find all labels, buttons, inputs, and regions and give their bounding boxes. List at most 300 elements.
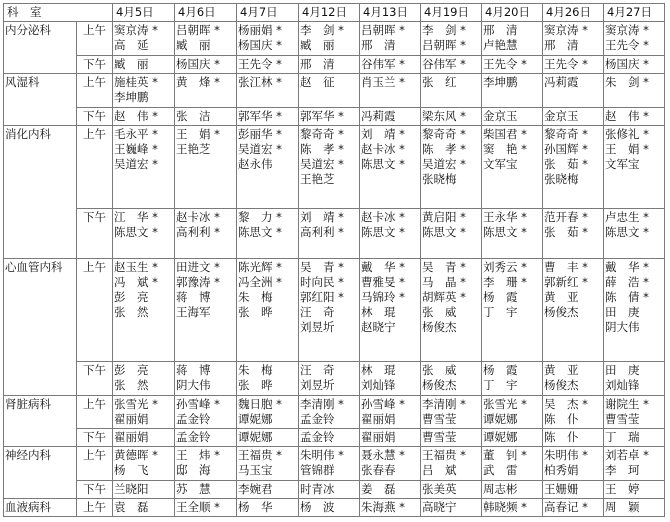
doctor-cell (543, 499, 604, 517)
doctor-name: 张 然 (114, 305, 149, 319)
doctor-name: 赵卡冰 * (176, 210, 220, 224)
doctor-name: 王全顺 * (176, 500, 220, 514)
doctor-name: 黎奇奇 * (422, 127, 466, 141)
doctor-name: 冯莉霞 (361, 109, 396, 123)
doctor-cell (299, 396, 360, 429)
doctor-name: 高利利 * (176, 225, 220, 239)
doctor-name: 朱 剑 * (605, 75, 649, 89)
doctor-name: 阴大伟 (605, 320, 640, 334)
doctor-name: 柏秀娟 (544, 463, 579, 477)
doctor-name: 杨 波 (300, 500, 335, 514)
doctor-cell (299, 56, 360, 74)
doctor-name: 孟金铃 (300, 412, 335, 426)
doctor-name: 杨俊杰 (422, 320, 457, 334)
doctor-name: 文军宝 (483, 157, 518, 171)
session-period: 下午 (77, 481, 113, 499)
doctor-cell (421, 499, 482, 517)
doctor-name: 吕朝晖 * (422, 38, 466, 52)
doctor-name: 张春春 (361, 463, 396, 477)
doctor-name: 时青冰 (300, 482, 335, 496)
doctor-cell (360, 499, 421, 517)
date-column-header: 4月5日 (113, 4, 175, 22)
doctor-name: 谷伟军 * (361, 57, 405, 71)
doctor-cell (421, 22, 482, 56)
session-period: 上午 (77, 447, 113, 481)
doctor-name: 林 琨 (361, 305, 396, 319)
doctor-name: 武 雷 (483, 463, 518, 477)
doctor-cell (299, 447, 360, 481)
doctor-name: 董 钊 * (483, 448, 527, 462)
schedule-row (4, 259, 665, 362)
doctor-name: 王 婷 (605, 482, 640, 496)
doctor-name: 谭妮娜 (483, 430, 518, 444)
doctor-cell (482, 74, 543, 108)
doctor-cell (482, 447, 543, 481)
doctor-cell (482, 481, 543, 499)
doctor-name: 张 茹 * (544, 157, 588, 171)
doctor-name: 蒋 博 (176, 290, 211, 304)
session-period: 上午 (77, 126, 113, 209)
doctor-name: 田 庚 (605, 305, 640, 319)
doctor-name: 赵卡冰 * (361, 210, 405, 224)
doctor-name: 吴道宏 * (300, 157, 344, 171)
session-period: 下午 (77, 108, 113, 126)
doctor-name: 孟金铃 (300, 430, 335, 444)
doctor-cell (175, 429, 237, 447)
doctor-cell (421, 362, 482, 396)
doctor-name: 邢 清 (483, 23, 518, 37)
doctor-name: 李 珊 * (483, 275, 527, 289)
doctor-cell (175, 22, 237, 56)
doctor-name: 曹雪莹 (422, 412, 457, 426)
doctor-name: 窦 艳 * (483, 142, 527, 156)
doctor-name: 王先令 * (544, 57, 588, 71)
doctor-name: 张美英 (422, 482, 457, 496)
doctor-cell (421, 481, 482, 499)
doctor-cell (299, 108, 360, 126)
doctor-name: 戴 华 * (361, 260, 405, 274)
doctor-name: 阴大伟 (176, 378, 211, 392)
doctor-name: 李清刚 * (422, 397, 466, 411)
doctor-name: 王艳芝 (176, 142, 211, 156)
doctor-cell (543, 481, 604, 499)
doctor-cell (543, 396, 604, 429)
doctor-name: 翟丽娟 (114, 412, 149, 426)
doctor-name: 赵永伟 (238, 157, 273, 171)
doctor-cell (482, 108, 543, 126)
doctor-cell (237, 74, 299, 108)
doctor-name: 黄 烽 * (176, 75, 220, 89)
doctor-name: 肖玉兰 * (361, 75, 405, 89)
doctor-cell (604, 447, 665, 481)
doctor-name: 杨丽娟 * (238, 23, 282, 37)
doctor-cell (421, 108, 482, 126)
doctor-cell (543, 429, 604, 447)
doctor-name: 陈思文 * (361, 225, 405, 239)
doctor-name: 张修礼 * (605, 127, 649, 141)
doctor-cell (604, 429, 665, 447)
doctor-name: 黄德晖 * (114, 448, 158, 462)
date-column-header: 4月6日 (175, 4, 237, 22)
doctor-name: 丁 宇 (483, 378, 518, 392)
doctor-name: 李 剑 * (422, 23, 466, 37)
doctor-name: 薛 浩 * (605, 275, 649, 289)
doctor-cell (421, 74, 482, 108)
doctor-cell (113, 259, 175, 362)
doctor-name: 张 洁 (176, 109, 211, 123)
doctor-cell (360, 209, 421, 259)
doctor-name: 陈 仆 (544, 412, 579, 426)
date-column-header: 4月12日 (299, 4, 360, 22)
doctor-name: 吴 杰 * (544, 397, 588, 411)
doctor-name: 郭军华 * (238, 109, 282, 123)
doctor-cell (360, 74, 421, 108)
doctor-name: 赵晓宁 (361, 320, 396, 334)
doctor-name: 窦京涛 * (114, 23, 158, 37)
doctor-name: 吴道宏 * (114, 157, 158, 171)
doctor-cell (360, 396, 421, 429)
doctor-cell (482, 22, 543, 56)
doctor-cell (299, 429, 360, 447)
doctor-name: 刘灿锋 (605, 378, 640, 392)
doctor-name: 卢艳慧 (483, 38, 518, 52)
doctor-cell (175, 209, 237, 259)
doctor-name: 赵卡冰 * (361, 142, 405, 156)
session-period: 下午 (77, 209, 113, 259)
doctor-name: 蒋 博 (176, 363, 211, 377)
doctor-name: 邢 清 (544, 38, 579, 52)
doctor-cell (175, 362, 237, 396)
doctor-name: 聂永慧 * (361, 448, 405, 462)
doctor-name: 赵玉生 * (114, 260, 158, 274)
doctor-cell (543, 74, 604, 108)
doctor-cell (113, 447, 175, 481)
doctor-cell (360, 22, 421, 56)
header-row (4, 4, 665, 22)
doctor-cell (175, 481, 237, 499)
doctor-cell (604, 481, 665, 499)
schedule-row (4, 22, 665, 56)
doctor-name: 陈 倩 * (605, 290, 649, 304)
schedule-row (4, 56, 665, 74)
doctor-name: 陈思文 * (238, 225, 282, 239)
department-name: 内分泌科 (4, 22, 77, 74)
session-period: 上午 (77, 499, 113, 517)
doctor-name: 彭 亮 (114, 290, 149, 304)
doctor-cell (604, 362, 665, 396)
doctor-name: 王先令 * (605, 38, 649, 52)
doctor-name: 吕朝晖 * (176, 23, 220, 37)
doctor-name: 毛永平 * (114, 127, 158, 141)
doctor-name: 刘昱圻 (300, 378, 335, 392)
doctor-name: 孟金铃 (176, 412, 211, 426)
doctor-name: 高利利 * (300, 225, 344, 239)
doctor-name: 杨 飞 (114, 463, 149, 477)
doctor-cell (604, 74, 665, 108)
doctor-name: 李 剑 * (300, 23, 344, 37)
schedule-row (4, 447, 665, 481)
doctor-cell (360, 126, 421, 209)
session-period: 上午 (77, 396, 113, 429)
doctor-name: 高 延 (114, 38, 149, 52)
doctor-name: 马玉宝 (238, 463, 273, 477)
doctor-name: 王先令 * (483, 57, 527, 71)
department-column-header: 科 室 (4, 4, 113, 22)
doctor-name: 柴国君 * (483, 127, 527, 141)
doctor-name: 郭红阳 * (300, 290, 344, 304)
doctor-name: 孙国辉 * (544, 142, 588, 156)
doctor-cell (360, 429, 421, 447)
doctor-name: 臧 丽 (300, 38, 335, 52)
doctor-name: 杨国庆 * (176, 57, 220, 71)
doctor-name: 朱明伟 * (544, 448, 588, 462)
doctor-name: 王姗姗 (544, 482, 579, 496)
doctor-name: 邸 海 (176, 463, 211, 477)
doctor-name: 张 然 (114, 378, 149, 392)
doctor-name: 赵 征 (300, 75, 335, 89)
doctor-name: 刘 靖 * (300, 210, 344, 224)
doctor-name: 孟金铃 (176, 430, 211, 444)
doctor-cell (113, 481, 175, 499)
doctor-name: 黄 亚 (544, 363, 579, 377)
doctor-name: 孙雪峰 * (361, 397, 405, 411)
doctor-cell (237, 22, 299, 56)
doctor-cell (421, 259, 482, 362)
doctor-cell (175, 396, 237, 429)
doctor-name: 朱明伟 * (300, 448, 344, 462)
doctor-name: 杨国庆 * (238, 38, 282, 52)
doctor-cell (237, 209, 299, 259)
session-period: 下午 (77, 362, 113, 396)
doctor-name: 江 华 * (114, 210, 158, 224)
doctor-name: 黄 亚 (544, 290, 579, 304)
doctor-cell (299, 74, 360, 108)
doctor-cell (175, 56, 237, 74)
schedule-row (4, 126, 665, 209)
doctor-cell (299, 209, 360, 259)
doctor-name: 王 娟 * (176, 127, 220, 141)
doctor-cell (113, 396, 175, 429)
doctor-name: 翟丽娟 (361, 430, 396, 444)
doctor-cell (421, 396, 482, 429)
department-name: 神经内科 (4, 447, 77, 499)
doctor-cell (604, 22, 665, 56)
doctor-name: 王福贵 * (422, 448, 466, 462)
doctor-name: 陈思文 * (605, 225, 649, 239)
doctor-cell (604, 209, 665, 259)
department-name: 肾脏病科 (4, 396, 77, 447)
doctor-name: 赵 伟 * (114, 109, 158, 123)
doctor-name: 王 炜 * (176, 448, 220, 462)
doctor-cell (543, 126, 604, 209)
doctor-name: 时向民 * (300, 275, 344, 289)
doctor-cell (421, 429, 482, 447)
doctor-cell (543, 362, 604, 396)
doctor-name: 翟丽娟 (114, 430, 149, 444)
doctor-name: 刘若卓 * (605, 448, 649, 462)
doctor-name: 范开春 * (544, 210, 588, 224)
doctor-cell (360, 259, 421, 362)
doctor-name: 杨 华 (238, 500, 273, 514)
doctor-cell (237, 429, 299, 447)
doctor-cell (299, 22, 360, 56)
schedule-body (4, 22, 665, 517)
doctor-cell (482, 56, 543, 74)
date-column-header: 4月26日 (543, 4, 604, 22)
doctor-name: 谷伟军 * (422, 57, 466, 71)
session-period: 上午 (77, 22, 113, 56)
doctor-name: 陈 孝 * (300, 142, 344, 156)
doctor-name: 黎奇奇 * (300, 127, 344, 141)
doctor-name: 金京玉 (544, 109, 579, 123)
doctor-name: 高晓宁 (422, 500, 457, 514)
doctor-name: 朱 梅 (238, 363, 273, 377)
doctor-name: 翟丽娟 (361, 412, 396, 426)
doctor-cell (421, 209, 482, 259)
date-column-header: 4月7日 (237, 4, 299, 22)
doctor-cell (482, 259, 543, 362)
doctor-name: 李 珂 (605, 463, 640, 477)
doctor-name: 谭妮娜 (238, 430, 273, 444)
doctor-name: 陈思文 * (114, 225, 158, 239)
doctor-name: 袁 磊 (114, 500, 149, 514)
session-period: 上午 (77, 259, 113, 362)
doctor-name: 李清刚 * (300, 397, 344, 411)
doctor-name: 卢忠生 * (605, 210, 649, 224)
doctor-name: 汪 奇 (300, 305, 335, 319)
doctor-cell (299, 259, 360, 362)
doctor-name: 朱海燕 * (361, 500, 405, 514)
doctor-name: 杨俊杰 (422, 378, 457, 392)
doctor-name: 张 晔 (238, 378, 273, 392)
doctor-name: 苏 慧 (176, 482, 211, 496)
doctor-name: 吴道宏 * (422, 157, 466, 171)
doctor-name: 王 娟 * (605, 142, 649, 156)
doctor-name: 金京玉 (483, 109, 518, 123)
doctor-name: 管锦群 (300, 463, 335, 477)
doctor-name: 刘昱圻 (300, 320, 335, 334)
doctor-name: 赵 伟 * (605, 109, 649, 123)
doctor-name: 冯全洲 * (238, 275, 282, 289)
doctor-name: 孙雪峰 * (176, 397, 220, 411)
doctor-cell (482, 209, 543, 259)
doctor-name: 陈思文 * (422, 225, 466, 239)
doctor-name: 张 威 (422, 305, 457, 319)
schedule-row (4, 108, 665, 126)
doctor-cell (175, 447, 237, 481)
department-name: 消化内科 (4, 126, 77, 259)
doctor-name: 朱 梅 (238, 290, 273, 304)
doctor-name: 张雪光 * (483, 397, 527, 411)
doctor-name: 田进文 * (176, 260, 220, 274)
doctor-name: 刘秀云 * (483, 260, 527, 274)
doctor-name: 张 晔 (238, 305, 273, 319)
schedule-row (4, 209, 665, 259)
doctor-cell (604, 56, 665, 74)
doctor-cell (113, 429, 175, 447)
schedule-row (4, 362, 665, 396)
doctor-name: 邢 清 (300, 57, 335, 71)
doctor-name: 姜 磊 (361, 482, 396, 496)
doctor-cell (543, 108, 604, 126)
outpatient-schedule-table (3, 3, 665, 517)
doctor-cell (237, 108, 299, 126)
doctor-cell (175, 74, 237, 108)
doctor-name: 吴道宏 * (238, 142, 282, 156)
doctor-name: 窦京涛 * (605, 23, 649, 37)
doctor-name: 丁 瑞 (605, 430, 640, 444)
date-column-header: 4月20日 (482, 4, 543, 22)
doctor-name: 王永华 * (483, 210, 527, 224)
doctor-name: 冯 斌 * (114, 275, 158, 289)
doctor-cell (360, 362, 421, 396)
doctor-name: 戴 华 * (605, 260, 649, 274)
doctor-cell (482, 499, 543, 517)
session-period: 下午 (77, 429, 113, 447)
doctor-name: 刘 靖 * (361, 127, 405, 141)
doctor-cell (237, 447, 299, 481)
doctor-cell (604, 499, 665, 517)
doctor-name: 李婉君 (238, 482, 273, 496)
doctor-cell (360, 56, 421, 74)
doctor-name: 杨 霞 (483, 290, 518, 304)
schedule-row (4, 396, 665, 429)
doctor-cell (604, 396, 665, 429)
doctor-name: 王海军 (176, 305, 211, 319)
doctor-name: 兰晓阳 (114, 482, 149, 496)
doctor-cell (360, 481, 421, 499)
doctor-name: 王艳芝 (300, 172, 335, 186)
doctor-name: 郭豫涛 * (176, 275, 220, 289)
department-name: 心血管内科 (4, 259, 77, 396)
department-name: 风湿科 (4, 74, 77, 126)
doctor-name: 吕朝晖 * (361, 23, 405, 37)
doctor-cell (299, 481, 360, 499)
doctor-name: 张晓梅 (544, 172, 579, 186)
doctor-name: 彭 亮 (114, 363, 149, 377)
doctor-name: 杨 霞 (483, 363, 518, 377)
doctor-cell (237, 481, 299, 499)
doctor-name: 张 茹 * (544, 225, 588, 239)
session-period: 下午 (77, 56, 113, 74)
doctor-name: 马锦玲 * (361, 290, 405, 304)
doctor-name: 陈 孝 * (422, 142, 466, 156)
doctor-name: 王先令 * (238, 57, 282, 71)
doctor-cell (113, 362, 175, 396)
doctor-name: 胡辉英 * (422, 290, 466, 304)
doctor-name: 王福贵 * (238, 448, 282, 462)
doctor-name: 张江林 * (238, 75, 282, 89)
doctor-cell (175, 259, 237, 362)
doctor-name: 谭妮娜 (483, 412, 518, 426)
doctor-name: 张晓梅 (422, 172, 457, 186)
doctor-name: 张 红 (422, 75, 457, 89)
doctor-name: 魏日胞 * (238, 397, 282, 411)
doctor-cell (113, 22, 175, 56)
doctor-cell (113, 108, 175, 126)
doctor-name: 杨俊杰 (544, 305, 579, 319)
doctor-name: 林 琨 (361, 363, 396, 377)
doctor-cell (175, 126, 237, 209)
doctor-name: 黎 力 * (238, 210, 282, 224)
doctor-name: 张雪光 * (114, 397, 158, 411)
doctor-cell (604, 108, 665, 126)
schedule-row (4, 429, 665, 447)
doctor-cell (175, 499, 237, 517)
doctor-name: 梁东风 * (422, 109, 466, 123)
doctor-name: 黄启阳 * (422, 210, 466, 224)
doctor-cell (113, 56, 175, 74)
